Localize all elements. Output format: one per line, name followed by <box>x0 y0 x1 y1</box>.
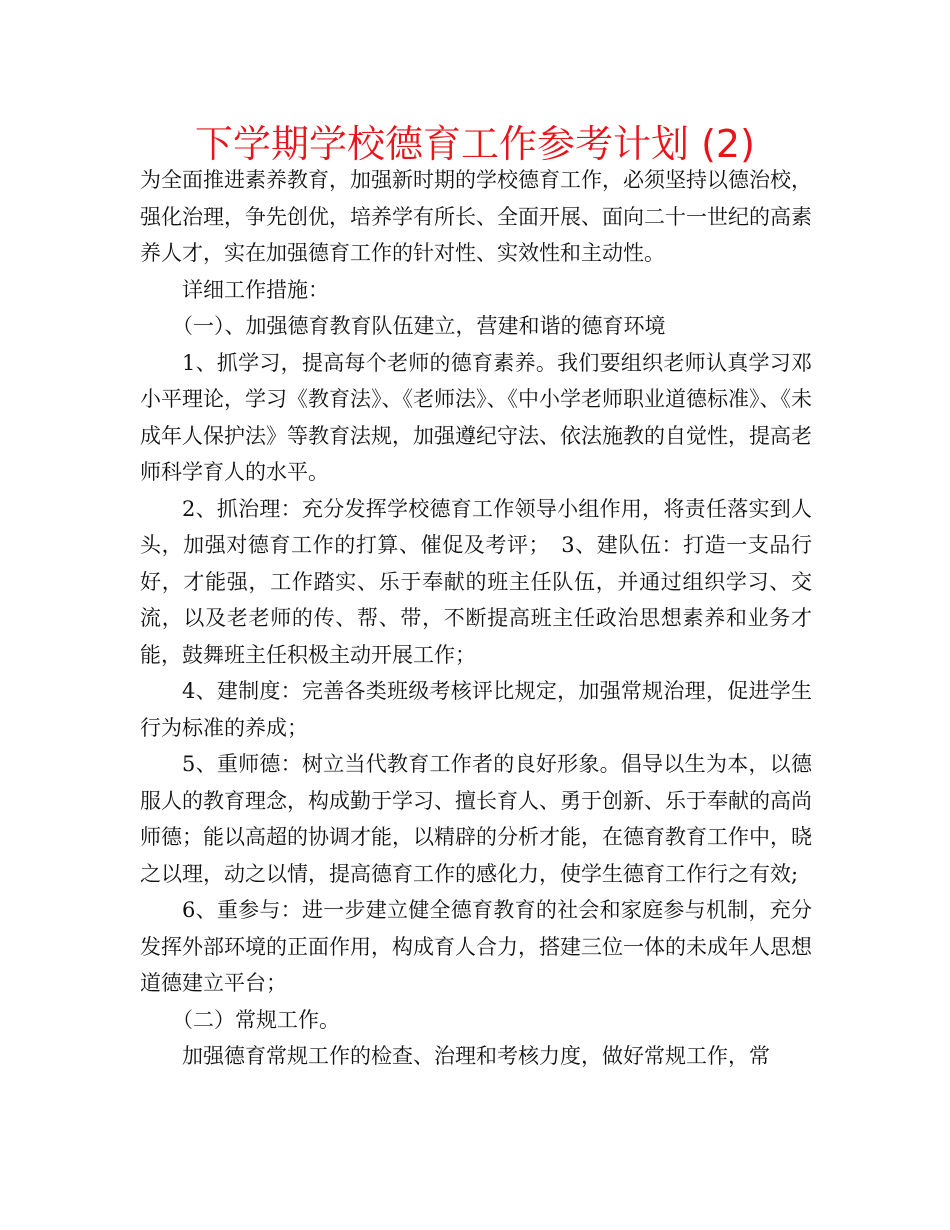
section-heading-2: （二）常规工作。 <box>172 1007 340 1032</box>
routine-paragraph: 加强德育常规工作的检查、治理和考核力度，做好常规工作，常 <box>182 1044 770 1068</box>
item-paragraph-4: 4、建制度：完善各类班级考核评比规定，加强常规治理，促进学生行为标准的养成； <box>140 679 812 740</box>
item-paragraph-5: 5、重师德：树立当代教育工作者的良好形象。倡导以生为本，以德服人的教育理念，构成勤于学习、擅长育人、勇于创新、乐于奉献的高尚师德；能以高超的协调才能，以精辟的分析才能，在德育教育工作中，晓之以理，动之以情，提高德育工作的感化力，使学生德育工作行之有效; <box>140 752 812 886</box>
intro-paragraph: 为全面推进素养教育，加强新时期的学校德育工作，必须坚持以德治校，强化治理，争先创优，培养学有所长、全面开展、面向二十一世纪的高素养人才，实在加强德育工作的针对性、实效性和主动性。 <box>140 168 812 265</box>
section-heading-1: （一）、加强德育教育队伍建立，营建和谐的德育环境 <box>172 314 666 338</box>
document-title: 下学期学校德育工作参考计划 (2) <box>195 122 755 166</box>
item-paragraph-1: 1、抓学习，提高每个老师的德育素养。我们要组织老师认真学习邓小平理论，学习《教育法》、《老师法》、《中小学老师职业道德标准》、《未成年人保护法》等教育法规，加强遵纪守法、依法施教的自觉性，提高老师科学育人的水平。 <box>140 350 812 484</box>
document-body <box>140 162 812 1075</box>
measures-heading: 详细工作措施： <box>182 277 329 302</box>
item-paragraph-2: 2、抓治理：充分发挥学校德育工作领导小组作用，将责任落实到人头，加强对德育工作的打算、催促及考评； 3、建队伍：打造一支品行好，才能强，工作踏实、乐于奉献的班主任队伍，并通过组织学习、交流，以及老老师的传、帮、带，不断提高班主任政治思想素养和业务才能，鼓舞班主任积极主动开展工作； <box>140 496 812 667</box>
item-paragraph-6: 6、重参与：进一步建立健全德育教育的社会和家庭参与机制，充分发挥外部环境的正面作用，构成育人合力，搭建三位一体的未成年人思想道德建立平台； <box>140 898 812 995</box>
